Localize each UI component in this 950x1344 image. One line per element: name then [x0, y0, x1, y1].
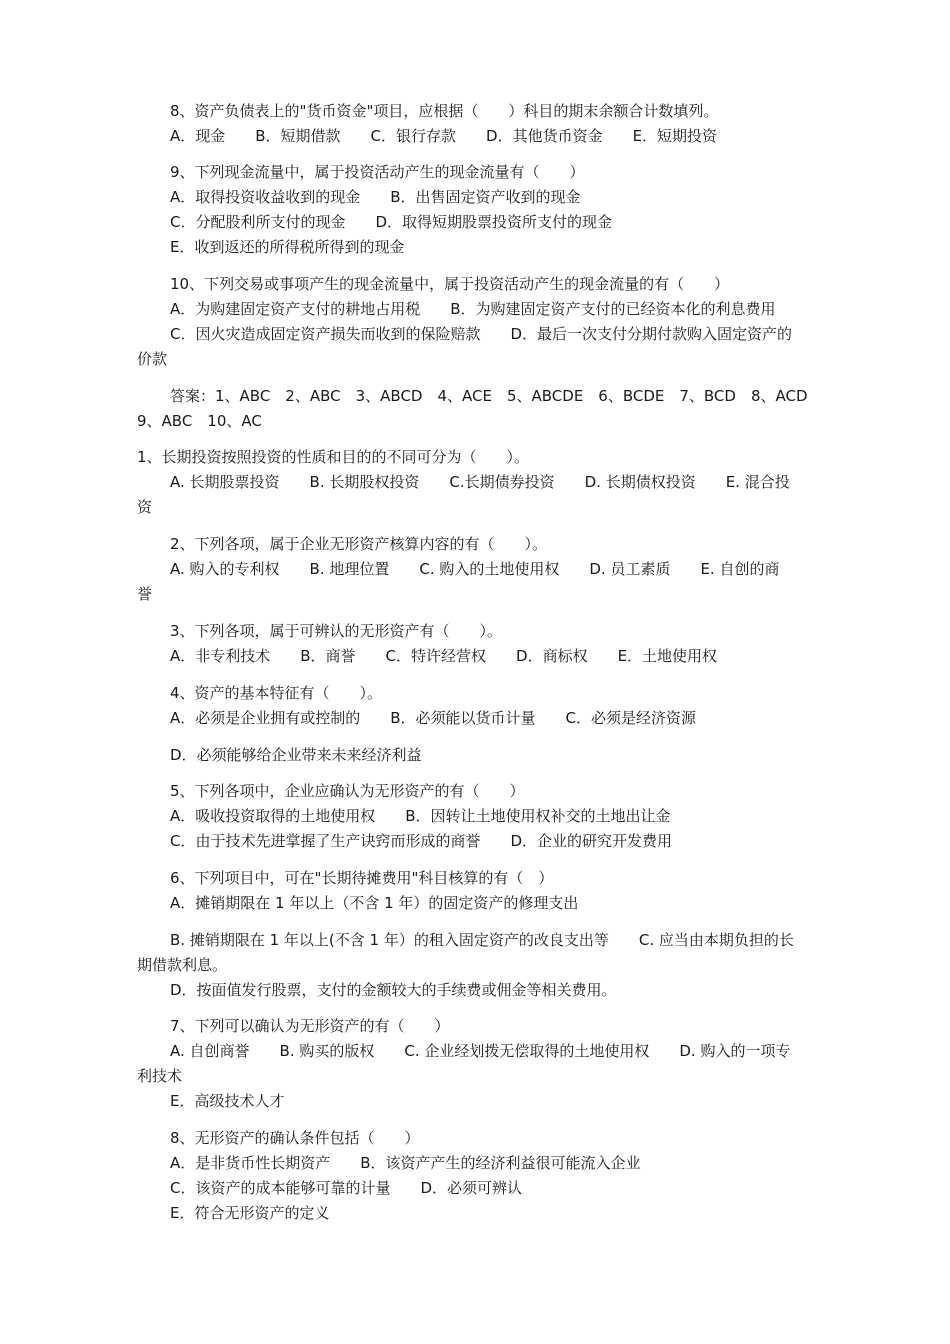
question-10-options-cont: 价款	[137, 350, 168, 368]
question-1-options-cont: 资	[137, 498, 153, 516]
question-8-cash-options: A．现金 B．短期借款 C．银行存款 D．其他货币资金 E．短期投资	[170, 127, 718, 145]
question-6-options-cont: 期借款利息。	[137, 956, 228, 974]
question-8-intangible-options-cd: C．该资产的成本能够可靠的计量 D．必须可辨认	[170, 1179, 523, 1197]
question-3-options: A．非专利技术 B．商誉 C．特许经营权 D．商标权 E．土地使用权	[170, 647, 718, 665]
question-9-options-ab: A．取得投资收益收到的现金 B．出售固定资产收到的现金	[170, 188, 581, 206]
answer-key: 答案：1、ABC 2、ABC 3、ABCD 4、ACE 5、ABCDE 6、BCDE 7、BCD 8、ACD	[170, 387, 808, 405]
question-1-options: A. 长期股票投资 B. 长期股权投资 C.长期债券投资 D. 长期债权投资 E. 混合投	[170, 473, 790, 491]
question-5-options-cd: C．由于技术先进掌握了生产诀窍而形成的商誉 D．企业的研究开发费用	[170, 832, 673, 850]
question-8-cash-stem: 8、资产负债表上的"货币资金"项目，应根据（ ）科目的期末余额合计数填列。	[170, 102, 719, 120]
question-5-stem: 5、下列各项中，企业应确认为无形资产的有（ ）	[170, 782, 525, 800]
question-1-stem: 1、长期投资按照投资的性质和目的的不同可分为（ ）。	[137, 448, 530, 466]
question-3-stem: 3、下列各项，属于可辨认的无形资产有（ ）。	[170, 622, 503, 640]
question-6-option-a: A．摊销期限在 1 年以上（不含 1 年）的固定资产的修理支出	[170, 894, 579, 912]
question-4-options-abc: A．必须是企业拥有或控制的 B．必须能以货币计量 C．必须是经济资源	[170, 709, 697, 727]
question-10-stem: 10、下列交易或事项产生的现金流量中，属于投资活动产生的现金流量的有（ ）	[170, 275, 730, 293]
answer-key-cont: 9、ABC 10、AC	[137, 412, 262, 430]
question-8-intangible-stem: 8、无形资产的确认条件包括（ ）	[170, 1129, 420, 1147]
question-6-stem: 6、下列项目中，可在"长期待摊费用"科目核算的有（ ）	[170, 869, 554, 887]
question-2-options: A. 购入的专利权 B. 地理位置 C. 购入的土地使用权 D. 员工素质 E. 自创的商	[170, 560, 780, 578]
question-7-options-cont: 利技术	[137, 1067, 183, 1085]
question-10-options-ab: A．为购建固定资产支付的耕地占用税 B．为购建固定资产支付的已经资本化的利息费用	[170, 300, 776, 318]
question-7-option-e: E．高级技术人才	[170, 1092, 285, 1110]
question-6-option-d: D．按面值发行股票，支付的金额较大的手续费或佣金等相关费用。	[170, 981, 617, 999]
question-2-stem: 2、下列各项，属于企业无形资产核算内容的有（ ）。	[170, 535, 548, 553]
question-7-options: A. 自创商誉 B. 购买的版权 C. 企业经划拨无偿取得的土地使用权 D. 购入的一项专	[170, 1042, 791, 1060]
question-4-option-d: D．必须能够给企业带来未来经济利益	[170, 746, 422, 764]
question-10-options-cd: C．因火灾造成固定资产损失而收到的保险赔款 D．最后一次支付分期付款购入固定资产的	[170, 325, 793, 343]
question-9-options-cd: C．分配股利所支付的现金 D．取得短期股票投资所支付的现金	[170, 213, 613, 231]
question-2-options-cont: 誉	[137, 585, 153, 603]
question-9-option-e: E．收到返还的所得税所得到的现金	[170, 238, 405, 256]
question-8-intangible-options-ab: A．是非货币性长期资产 B．该资产产生的经济利益很可能流入企业	[170, 1154, 641, 1172]
question-9-stem: 9、下列现金流量中，属于投资活动产生的现金流量有（ ）	[170, 163, 585, 181]
question-8-intangible-option-e: E．符合无形资产的定义	[170, 1204, 330, 1222]
question-4-stem: 4、资产的基本特征有（ ）。	[170, 684, 383, 702]
question-7-stem: 7、下列可以确认为无形资产的有（ ）	[170, 1017, 450, 1035]
question-5-options-ab: A．吸收投资取得的土地使用权 B．因转让土地使用权补交的土地出让金	[170, 807, 671, 825]
question-6-options-bc: B. 摊销期限在 1 年以上(不含 1 年）的租入固定资产的改良支出等 C. 应当由本期负担的长	[170, 931, 794, 949]
